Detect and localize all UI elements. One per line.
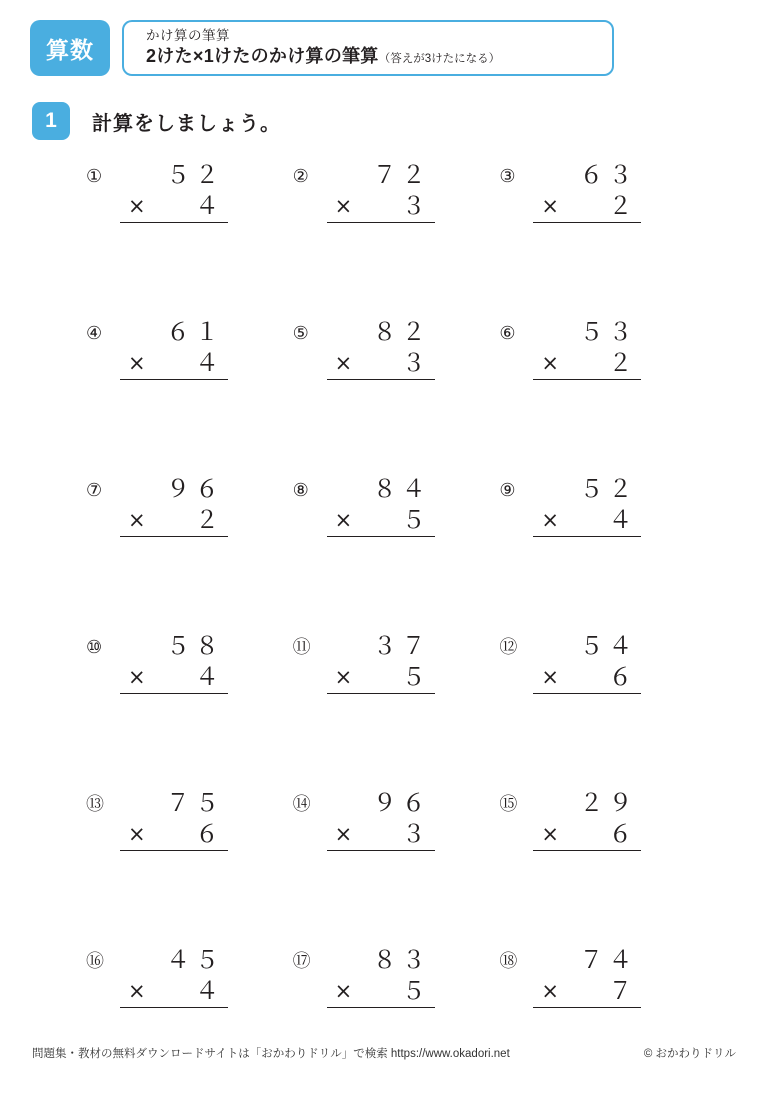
multiplier-row <box>120 190 228 223</box>
multiplier-row <box>120 347 228 380</box>
vertical-calculation <box>327 788 435 851</box>
vertical-calculation <box>533 631 641 694</box>
vertical-calculation <box>120 788 228 851</box>
multiplier-row <box>120 504 228 537</box>
problem-cell <box>499 945 706 1102</box>
multiplier: ４ <box>608 506 638 534</box>
multiply-operator: × <box>541 508 559 532</box>
multiplier-row <box>327 190 435 223</box>
multiplicand: ９６ <box>166 475 224 503</box>
vertical-calculation <box>533 788 641 851</box>
multiply-operator: × <box>541 822 559 846</box>
vertical-calculation <box>327 945 435 1008</box>
problem-number: ⑬ <box>86 794 104 814</box>
problem-row <box>86 160 706 317</box>
multiply-operator: × <box>334 822 353 846</box>
problem-number: ④ <box>86 323 103 343</box>
problem-row <box>86 945 706 1102</box>
problem-cell <box>293 945 500 1102</box>
multiplier: ４ <box>195 663 224 691</box>
multiply-operator: × <box>128 979 146 1003</box>
section-instruction: 計算をしましょう。 <box>92 113 281 135</box>
problem-cell <box>293 788 500 945</box>
multiply-operator: × <box>334 979 353 1003</box>
problem-cell <box>86 788 293 945</box>
multiplier-row <box>327 347 435 380</box>
vertical-calculation <box>327 160 435 223</box>
multiplier-row <box>327 504 435 537</box>
problem-number: ⑫ <box>499 637 518 657</box>
problem-number: ⑮ <box>499 794 518 814</box>
multiplier-row <box>533 818 641 851</box>
problem-cell <box>499 631 706 788</box>
multiplier: ６ <box>608 820 638 848</box>
problem-number: ⑱ <box>499 951 518 971</box>
multiplier-row <box>120 661 228 694</box>
multiplier: ３ <box>401 349 431 377</box>
title-box <box>122 20 614 76</box>
multiplicand: ３７ <box>372 632 431 660</box>
vertical-calculation <box>120 945 228 1008</box>
multiplier-row <box>533 347 641 380</box>
problem-cell <box>86 317 293 474</box>
vertical-calculation <box>327 317 435 380</box>
footer-site-note: 問題集・教材の無料ダウンロードサイトは「おかわりドリル」で検索 https://www.okadori.net <box>32 1048 510 1060</box>
vertical-calculation <box>120 631 228 694</box>
problem-cell <box>86 945 293 1102</box>
problem-cell <box>293 160 500 317</box>
multiplier-row <box>533 661 641 694</box>
section-heading <box>32 102 632 142</box>
problem-cell <box>499 474 706 631</box>
problem-number: ② <box>292 166 309 186</box>
multiplier: ６ <box>608 663 638 691</box>
problem-cell <box>86 631 293 788</box>
problem-cell <box>499 160 706 317</box>
multiplicand: ７５ <box>166 789 224 817</box>
multiplicand: ５８ <box>166 632 224 660</box>
title-heading <box>146 44 612 71</box>
problem-cell <box>293 317 500 474</box>
multiplicand: ９６ <box>372 789 431 817</box>
multiplier: ６ <box>195 820 224 848</box>
problem-number: ⑭ <box>292 794 311 814</box>
vertical-calculation <box>533 945 641 1008</box>
problem-number: ③ <box>499 166 516 186</box>
problem-number: ⑩ <box>86 637 103 657</box>
multiplier: ３ <box>401 192 431 220</box>
multiply-operator: × <box>541 979 559 1003</box>
vertical-calculation <box>120 474 228 537</box>
multiplier-row <box>327 975 435 1008</box>
problem-cell <box>499 788 706 945</box>
multiply-operator: × <box>541 194 559 218</box>
problem-number: ⑤ <box>292 323 309 343</box>
section-number: 1 <box>32 102 70 140</box>
multiply-operator: × <box>128 351 146 375</box>
multiply-operator: × <box>541 351 559 375</box>
problem-row <box>86 631 706 788</box>
problem-number: ⑯ <box>86 951 104 971</box>
multiplicand: ４５ <box>166 946 224 974</box>
multiply-operator: × <box>334 194 353 218</box>
multiply-operator: × <box>128 665 146 689</box>
multiplier: ５ <box>401 977 431 1005</box>
multiply-operator: × <box>334 508 353 532</box>
multiplier: ５ <box>401 506 431 534</box>
multiplier: ４ <box>195 977 224 1005</box>
vertical-calculation <box>120 317 228 380</box>
multiplicand: ８３ <box>372 946 431 974</box>
multiplicand: ８２ <box>372 318 431 346</box>
multiplicand: ７４ <box>579 946 638 974</box>
multiplier-row <box>533 190 641 223</box>
vertical-calculation <box>533 474 641 537</box>
multiplicand: ８４ <box>372 475 431 503</box>
title-heading-text: 2けた×1けたのかけ算の筆算 <box>146 46 379 66</box>
vertical-calculation <box>327 474 435 537</box>
problem-cell <box>86 160 293 317</box>
multiplier-row <box>327 818 435 851</box>
multiplicand: ５４ <box>579 632 638 660</box>
multiply-operator: × <box>128 508 146 532</box>
multiplier: ５ <box>401 663 431 691</box>
vertical-calculation <box>533 317 641 380</box>
subject-badge: 算数 <box>30 20 110 76</box>
problem-number: ⑨ <box>499 480 516 500</box>
multiplicand: ７２ <box>372 161 431 189</box>
multiplier-row <box>120 818 228 851</box>
multiplier-row <box>533 975 641 1008</box>
multiplicand: ２９ <box>579 789 638 817</box>
problem-number: ⑪ <box>292 637 311 657</box>
vertical-calculation <box>533 160 641 223</box>
vertical-calculation <box>120 160 228 223</box>
multiplier-row <box>327 661 435 694</box>
multiplier: ２ <box>195 506 224 534</box>
problem-number: ⑰ <box>292 951 311 971</box>
problem-cell <box>499 317 706 474</box>
vertical-calculation <box>327 631 435 694</box>
problem-number: ⑥ <box>499 323 516 343</box>
multiplier: ２ <box>608 192 638 220</box>
multiplier: ４ <box>195 192 224 220</box>
title-note: （答えが3けたになる） <box>378 53 501 65</box>
problem-row <box>86 474 706 631</box>
multiplicand: ６１ <box>166 318 224 346</box>
multiplier: ２ <box>608 349 638 377</box>
title-subheading: かけ算の筆算 <box>146 28 230 43</box>
problem-cell <box>86 474 293 631</box>
multiplier-row <box>533 504 641 537</box>
footer-copyright: © おかわりドリル <box>643 1048 736 1060</box>
multiplicand: ５２ <box>166 161 224 189</box>
multiply-operator: × <box>541 665 559 689</box>
multiply-operator: × <box>128 822 146 846</box>
multiply-operator: × <box>334 351 353 375</box>
problem-row <box>86 788 706 945</box>
multiply-operator: × <box>128 194 146 218</box>
multiplicand: ６３ <box>579 161 638 189</box>
problem-grid <box>86 160 706 1102</box>
multiplicand: ５３ <box>579 318 638 346</box>
problem-cell <box>293 631 500 788</box>
problem-number: ⑦ <box>86 480 103 500</box>
problem-number: ⑧ <box>292 480 309 500</box>
multiplier: ３ <box>401 820 431 848</box>
multiplicand: ５２ <box>579 475 638 503</box>
problem-row <box>86 317 706 474</box>
multiply-operator: × <box>334 665 353 689</box>
multiplier: ４ <box>195 349 224 377</box>
multiplier: ７ <box>608 977 638 1005</box>
problem-number: ① <box>86 166 103 186</box>
worksheet-header <box>30 20 614 76</box>
problem-cell <box>293 474 500 631</box>
page-footer <box>32 1045 736 1065</box>
multiplier-row <box>120 975 228 1008</box>
